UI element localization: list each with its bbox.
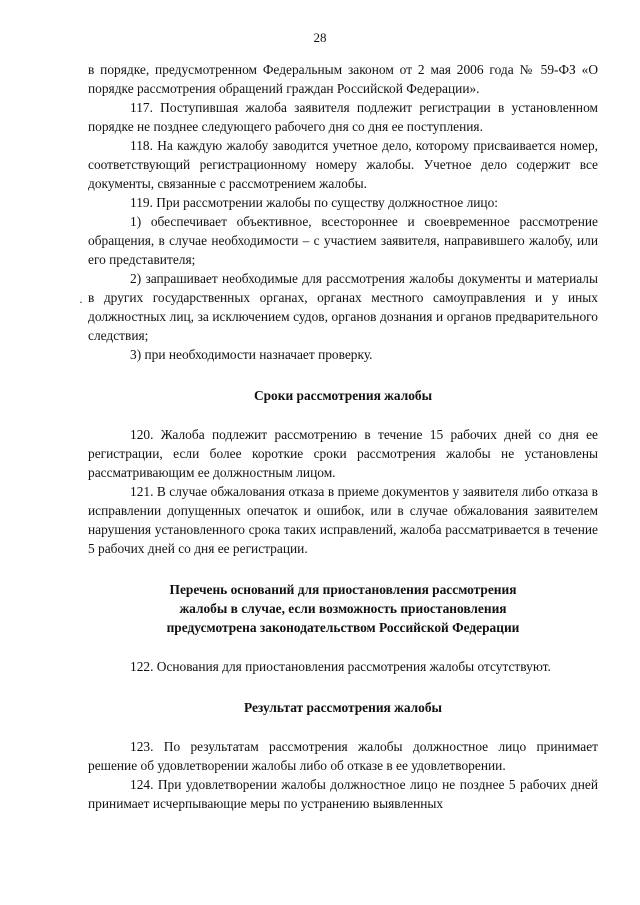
paragraph-119-item-1: 1) обеспечивает объективное, всестороннее и своевременное рассмотрение обращения, в случае необходимости – с участием заявителя, направившего жалобу, или его представителя;: [88, 214, 598, 267]
heading-line: Перечень оснований для приостановления рассмотрения: [169, 582, 517, 597]
paragraph-118: 118. На каждую жалобу заводится учетное дело, которому присваивается номер, соответствующий регистрационному номеру жалобы. Учетное дело содержит все документы, связанные с рассмотрением жалобы.: [88, 138, 598, 191]
section-heading-suspension: [88, 580, 598, 637]
paragraph-121: 121. В случае обжалования отказа в приеме документов у заявителя либо отказа в исправлении допущенных опечаток и ошибок, или в случае обжалования заявителем нарушения установленного срока таких исправлений, жалоба рассматривается в течение 5 рабочих дней со дня ее регистрации.: [88, 484, 598, 556]
heading-line: Сроки рассмотрения жалобы: [253, 388, 433, 403]
heading-line: жалобы в случае, если возможность приостановления: [179, 601, 507, 616]
paragraph-intro: в порядке, предусмотренном Федеральным законом от 2 мая 2006 года № 59-ФЗ «О порядке рассмотрения обращений граждан Российской Федерации».: [88, 62, 598, 96]
paragraph-119-item-2: 2) запрашивает необходимые для рассмотрения жалобы документы и материалы в других государственных органах, органах местного самоуправления и у иных должностных лиц, за исключением судов, органов дознания и органов предварительного следствия;: [88, 271, 598, 343]
paragraph-119-item-3: 3) при необходимости назначает проверку.: [130, 347, 373, 362]
section-heading-deadlines: [88, 386, 598, 405]
paragraph-120: 120. Жалоба подлежит рассмотрению в течение 15 рабочих дней со дня ее регистрации, если более короткие сроки рассмотрения жалобы не установлены рассматривающим ее должностным лицом.: [88, 427, 598, 480]
heading-line: Результат рассмотрения жалобы: [243, 700, 443, 715]
paragraph-123: 123. По результатам рассмотрения жалобы должностное лицо принимает решение об удовлетворении жалобы либо об отказе в ее удовлетворении.: [88, 739, 598, 773]
paragraph-117: 117. Поступившая жалоба заявителя подлежит регистрации в установленном порядке не позднее следующего рабочего дня со дня ее поступления.: [88, 100, 598, 134]
paragraph-119: 119. При рассмотрении жалобы по существу должностное лицо:: [130, 195, 498, 210]
document-body: [88, 60, 598, 813]
margin-mark: ·: [79, 295, 83, 309]
paragraph-122: 122. Основания для приостановления рассмотрения жалобы отсутствуют.: [130, 659, 551, 674]
heading-line: предусмотрена законодательством Российской Федерации: [166, 620, 520, 635]
section-heading-result: [88, 698, 598, 717]
paragraph-124: 124. При удовлетворении жалобы должностное лицо не позднее 5 рабочих дней принимает исчерпывающие меры по устранению выявленных: [88, 777, 598, 811]
page-number: 28: [313, 30, 327, 45]
